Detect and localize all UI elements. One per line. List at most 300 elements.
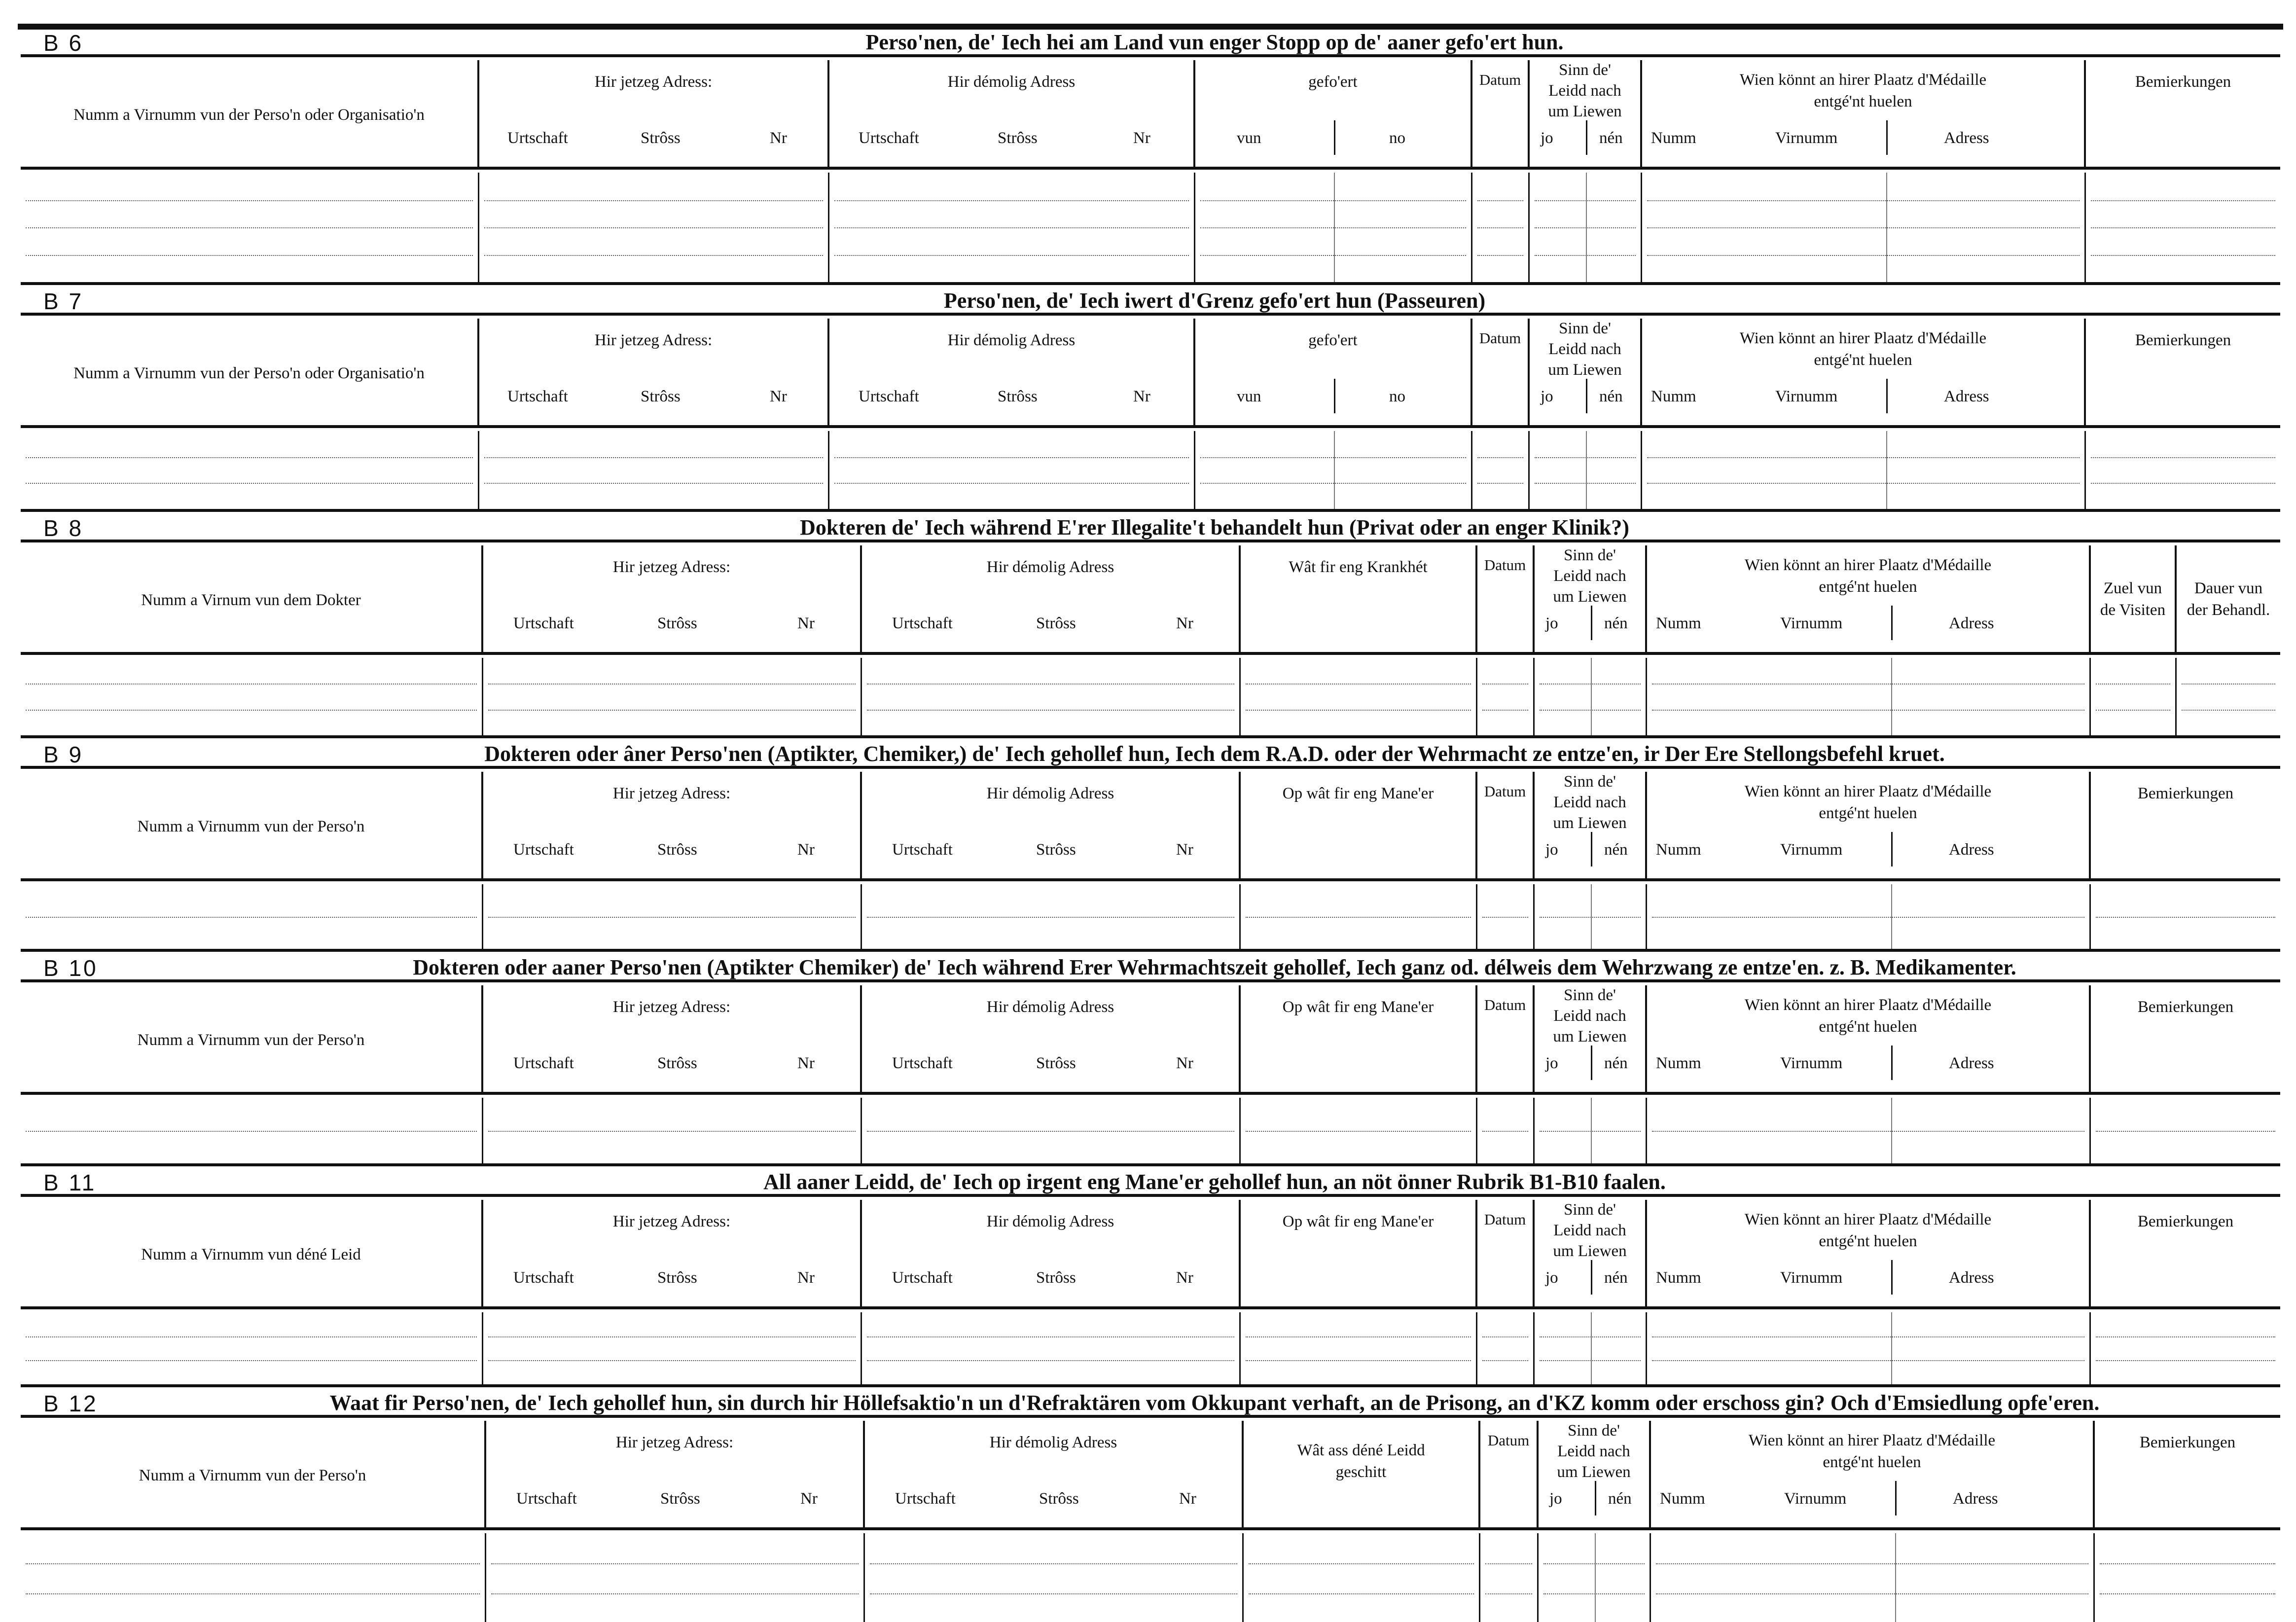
urtschaft-label: Urtschaft xyxy=(892,841,953,859)
name-column-header: Numm a Virnumm vun déné Leid xyxy=(141,1246,361,1263)
entry-cell[interactable] xyxy=(1530,431,1642,509)
dotted-rule xyxy=(867,1131,1234,1132)
dotted-rule xyxy=(491,1563,859,1564)
current-address-header: Hir jetzeg Adress: xyxy=(612,998,731,1016)
medal-name-label: Numm xyxy=(1656,841,1701,859)
divider xyxy=(1591,1045,1592,1080)
entry-cell[interactable] xyxy=(1647,658,2091,735)
dotted-rule xyxy=(488,710,856,711)
nr-label: Nr xyxy=(797,614,815,632)
nr-label: Nr xyxy=(1176,1054,1193,1072)
dotted-rule xyxy=(2100,1563,2275,1564)
entry-cell[interactable] xyxy=(1195,431,1472,509)
header-cell xyxy=(1642,319,2086,425)
entry-cell[interactable] xyxy=(862,1098,1241,1163)
dotted-rule xyxy=(1477,227,1523,228)
header-cell xyxy=(862,985,1241,1092)
section-b11 xyxy=(21,1163,2280,1384)
entry-cell[interactable] xyxy=(2091,658,2177,735)
dotted-rule xyxy=(1246,1360,1471,1361)
medal-firstname-label: Virnumm xyxy=(1775,388,1838,405)
header-cell xyxy=(2091,985,2280,1092)
medal-header-2: entgé'nt huelen xyxy=(1819,1232,1917,1250)
split-rule xyxy=(1586,173,1587,282)
urtschaft-label: Urtschaft xyxy=(507,129,568,147)
column-header-row xyxy=(21,1200,2280,1309)
date-header: Datum xyxy=(1484,556,1526,574)
entry-cell[interactable] xyxy=(1647,1098,2091,1163)
alive-header-2: Leidd nach xyxy=(1553,793,1626,811)
header-cell xyxy=(1535,772,1647,878)
dotted-rule xyxy=(26,200,473,201)
alive-header: Sinn de' xyxy=(1564,546,1616,564)
entry-cell[interactable] xyxy=(1647,884,2091,949)
entry-cell[interactable] xyxy=(1530,173,1642,282)
entry-cell[interactable] xyxy=(1480,1533,1539,1622)
medal-header-2: entgé'nt huelen xyxy=(1814,351,1912,369)
dotted-rule xyxy=(870,1593,1237,1594)
dotted-rule xyxy=(2096,684,2170,685)
header-cell xyxy=(21,772,483,878)
entry-cell[interactable] xyxy=(1539,1533,1651,1622)
urtschaft-label: Urtschaft xyxy=(859,129,919,147)
remarks-header: Bemierkungen xyxy=(2137,785,2234,802)
entry-cell[interactable] xyxy=(21,658,483,735)
date-header: Datum xyxy=(1487,1432,1530,1449)
entry-cell[interactable] xyxy=(862,1312,1241,1384)
entry-cell[interactable] xyxy=(1195,173,1472,282)
column-header-row xyxy=(21,545,2280,655)
what-happened-header-2: geschitt xyxy=(1335,1463,1387,1481)
urtschaft-label: Urtschaft xyxy=(895,1490,956,1508)
date-header: Datum xyxy=(1479,71,1521,88)
nr-label: Nr xyxy=(1176,614,1193,632)
yes-label: jo xyxy=(1545,841,1558,859)
alive-header-3: um Liewen xyxy=(1553,814,1627,832)
nr-label: Nr xyxy=(1133,388,1150,405)
from-label: vun xyxy=(1237,129,1261,147)
what-happened-header: Wât ass déné Leidd xyxy=(1297,1442,1425,1459)
entry-cell[interactable] xyxy=(479,173,829,282)
entry-cell[interactable] xyxy=(2091,1098,2280,1163)
alive-header-3: um Liewen xyxy=(1553,588,1627,606)
alive-header: Sinn de' xyxy=(1564,773,1616,791)
from-label: vun xyxy=(1237,388,1261,405)
header-cell xyxy=(1477,1200,1535,1306)
entry-cell[interactable] xyxy=(1244,1533,1480,1622)
current-address-header: Hir jetzeg Adress: xyxy=(594,331,713,349)
nr-label: Nr xyxy=(797,1269,815,1287)
alive-header: Sinn de' xyxy=(1564,986,1616,1004)
section-title: All aaner Leidd, de' Iech op irgent eng Mane'er gehollef hun, an nöt önner Rubrik B1-B10 faalen. xyxy=(763,1170,1666,1194)
dotted-rule xyxy=(1656,1593,2088,1594)
medal-address-label: Adress xyxy=(1953,1490,1998,1508)
entry-cell[interactable] xyxy=(1241,1098,1477,1163)
entry-cell[interactable] xyxy=(1477,1098,1535,1163)
entry-cell[interactable] xyxy=(483,1098,862,1163)
section-code: B 6 xyxy=(43,30,84,56)
dotted-rule xyxy=(2091,483,2275,484)
dotted-rule xyxy=(2100,1593,2275,1594)
medal-address-label: Adress xyxy=(1944,388,1989,405)
entry-cell[interactable] xyxy=(486,1533,865,1622)
entry-area[interactable] xyxy=(21,884,2280,949)
header-cell xyxy=(479,60,829,167)
medal-header: Wien könnt an hirer Plaatz d'Médaille xyxy=(1748,1432,1996,1449)
dotted-rule xyxy=(2096,1360,2275,1361)
header-cell xyxy=(483,985,862,1092)
survey-form xyxy=(18,24,2283,1508)
entry-cell[interactable] xyxy=(1472,173,1530,282)
dotted-rule xyxy=(26,483,473,484)
section-code: B 10 xyxy=(43,955,98,981)
dotted-rule xyxy=(1535,200,1636,201)
stross-label: Strôss xyxy=(998,129,1038,147)
header-cell xyxy=(1241,1200,1477,1306)
nr-label: Nr xyxy=(797,1054,815,1072)
divider xyxy=(1334,120,1335,155)
entry-cell[interactable] xyxy=(1477,884,1535,949)
yes-label: jo xyxy=(1545,1269,1558,1287)
header-cell xyxy=(1477,985,1535,1092)
dotted-rule xyxy=(1482,1336,1528,1337)
header-cell xyxy=(1535,985,1647,1092)
date-header: Datum xyxy=(1479,329,1521,347)
manner-header: Op wât fir eng Mane'er xyxy=(1282,1213,1434,1230)
split-rule xyxy=(1891,1098,1892,1163)
duration-header: Dauer vun xyxy=(2194,579,2263,597)
header-cell xyxy=(21,1421,486,1527)
alive-header-2: Leidd nach xyxy=(1553,1222,1626,1239)
no-label: nén xyxy=(1604,614,1628,632)
nr-label: Nr xyxy=(800,1490,818,1508)
divider xyxy=(1591,1260,1592,1295)
header-cell xyxy=(1480,1421,1539,1527)
visits-header-2: de Visiten xyxy=(2100,601,2166,619)
entry-cell[interactable] xyxy=(21,1533,486,1622)
urtschaft-label: Urtschaft xyxy=(513,1054,574,1072)
date-header: Datum xyxy=(1484,1211,1526,1228)
dotted-rule xyxy=(867,710,1234,711)
section-b10 xyxy=(21,949,2280,1163)
alive-header: Sinn de' xyxy=(1559,320,1611,337)
header-cell xyxy=(1195,60,1472,167)
dotted-rule xyxy=(1656,1563,2088,1564)
header-cell xyxy=(1241,545,1477,652)
split-rule xyxy=(1586,431,1587,509)
dotted-rule xyxy=(1652,684,2084,685)
entry-cell[interactable] xyxy=(1477,1312,1535,1384)
dotted-rule xyxy=(834,255,1189,256)
dotted-rule xyxy=(1482,1131,1528,1132)
section-title: Waat fir Perso'nen, de' Iech gehollef hun, sin durch hir Höllefsaktio'n un d'Refraktären vom Okkupant verhaft, an de Prisong, an d'KZ komm oder erschoss gin? Och d'Emsiedlung opfe'eren. xyxy=(329,1391,2100,1415)
dotted-rule xyxy=(491,1593,859,1594)
entry-area[interactable] xyxy=(21,658,2280,735)
section-code: B 7 xyxy=(43,288,84,314)
header-cell xyxy=(1530,60,1642,167)
dotted-rule xyxy=(1200,200,1466,201)
dotted-rule xyxy=(484,255,823,256)
dotted-rule xyxy=(26,457,473,458)
dotted-rule xyxy=(834,200,1189,201)
dotted-rule xyxy=(2091,255,2275,256)
dotted-rule xyxy=(1485,1593,1532,1594)
dotted-rule xyxy=(1543,1593,1645,1594)
entry-cell[interactable] xyxy=(1241,1312,1477,1384)
section-title: Perso'nen, de' Iech iwert d'Grenz gefo'ert hun (Passeuren) xyxy=(943,288,1486,313)
alive-header-3: um Liewen xyxy=(1548,103,1622,120)
section-b6 xyxy=(21,27,2280,282)
no-label: nén xyxy=(1604,1054,1628,1072)
name-column-header: Numm a Virnumm vun der Perso'n xyxy=(139,1467,366,1484)
medal-header: Wien könnt an hirer Plaatz d'Médaille xyxy=(1739,71,1987,89)
header-cell xyxy=(21,545,483,652)
dotted-rule xyxy=(834,227,1189,228)
entry-cell[interactable] xyxy=(1535,1312,1647,1384)
dotted-rule xyxy=(834,483,1189,484)
medal-name-label: Numm xyxy=(1651,388,1696,405)
entry-area[interactable] xyxy=(21,431,2280,509)
header-cell xyxy=(1477,772,1535,878)
medal-name-label: Numm xyxy=(1660,1490,1705,1508)
dotted-rule xyxy=(26,227,473,228)
stross-label: Strôss xyxy=(641,388,681,405)
urtschaft-label: Urtschaft xyxy=(513,614,574,632)
entry-cell[interactable] xyxy=(1642,431,2086,509)
header-cell xyxy=(2086,319,2280,425)
split-rule xyxy=(1895,1533,1896,1622)
header-cell xyxy=(1535,1200,1647,1306)
dotted-rule xyxy=(1647,227,2080,228)
entry-cell[interactable] xyxy=(862,658,1241,735)
entry-cell[interactable] xyxy=(2091,1312,2280,1384)
yes-label: jo xyxy=(1545,1054,1558,1072)
entry-cell[interactable] xyxy=(483,884,862,949)
entry-cell[interactable] xyxy=(1535,884,1647,949)
transported-header: gefo'ert xyxy=(1308,331,1358,349)
header-cell xyxy=(479,319,829,425)
entry-cell[interactable] xyxy=(1472,431,1530,509)
illness-header: Wât fir eng Krankhét xyxy=(1289,558,1428,576)
medal-address-label: Adress xyxy=(1944,129,1989,147)
dotted-rule xyxy=(1540,1131,1641,1132)
split-rule xyxy=(1591,1312,1592,1384)
stross-label: Strôss xyxy=(1036,841,1076,859)
section-code: B 8 xyxy=(43,515,84,541)
header-cell xyxy=(1241,772,1477,878)
dotted-rule xyxy=(1535,457,1636,458)
dotted-rule xyxy=(1652,1336,2084,1337)
section-b8 xyxy=(21,509,2280,735)
entry-area[interactable] xyxy=(21,1098,2280,1163)
medal-firstname-label: Virnumm xyxy=(1780,614,1843,632)
header-cell xyxy=(2086,60,2280,167)
nr-label: Nr xyxy=(770,388,787,405)
entry-cell[interactable] xyxy=(21,1098,483,1163)
old-address-header: Hir démolig Adress xyxy=(986,1213,1114,1230)
divider xyxy=(1891,1260,1893,1295)
section-b9 xyxy=(21,735,2280,949)
entry-cell[interactable] xyxy=(1642,173,2086,282)
manner-header: Op wât fir eng Mane'er xyxy=(1282,998,1434,1016)
split-rule xyxy=(1891,1312,1892,1384)
dotted-rule xyxy=(2091,200,2275,201)
urtschaft-label: Urtschaft xyxy=(892,1269,953,1287)
entry-cell[interactable] xyxy=(21,431,479,509)
manner-header: Op wât fir eng Mane'er xyxy=(1282,785,1434,802)
divider xyxy=(1591,832,1592,866)
dotted-rule xyxy=(1200,483,1466,484)
stross-label: Strôss xyxy=(998,388,1038,405)
header-cell xyxy=(483,1200,862,1306)
no-label: nén xyxy=(1604,841,1628,859)
header-cell xyxy=(21,1200,483,1306)
split-rule xyxy=(1334,173,1335,282)
section-heading xyxy=(21,285,2280,316)
dotted-rule xyxy=(26,255,473,256)
entry-cell[interactable] xyxy=(21,1312,483,1384)
entry-cell[interactable] xyxy=(1535,1098,1647,1163)
dotted-rule xyxy=(26,684,477,685)
entry-cell[interactable] xyxy=(1477,658,1535,735)
entry-cell[interactable] xyxy=(865,1533,1244,1622)
medal-name-label: Numm xyxy=(1656,1269,1701,1287)
dotted-rule xyxy=(1540,684,1641,685)
dotted-rule xyxy=(1535,255,1636,256)
dotted-rule xyxy=(1543,1563,1645,1564)
date-header: Datum xyxy=(1484,783,1526,800)
dotted-rule xyxy=(1485,1563,1532,1564)
dotted-rule xyxy=(1652,917,2084,918)
header-cell xyxy=(2095,1421,2280,1527)
entry-cell[interactable] xyxy=(21,173,479,282)
dotted-rule xyxy=(1200,255,1466,256)
dotted-rule xyxy=(1540,917,1641,918)
divider xyxy=(1586,120,1587,155)
nr-label: Nr xyxy=(1176,1269,1193,1287)
medal-firstname-label: Virnumm xyxy=(1780,1269,1843,1287)
split-rule xyxy=(1591,658,1592,735)
dotted-rule xyxy=(2096,917,2275,918)
alive-header: Sinn de' xyxy=(1559,61,1611,79)
alive-header-3: um Liewen xyxy=(1548,361,1622,379)
name-column-header: Numm a Virnum vun dem Dokter xyxy=(141,591,361,609)
urtschaft-label: Urtschaft xyxy=(892,1054,953,1072)
name-column-header: Numm a Virnumm vun der Perso'n xyxy=(137,818,365,835)
divider xyxy=(1895,1481,1897,1515)
split-rule xyxy=(1886,173,1887,282)
nr-label: Nr xyxy=(1133,129,1150,147)
dotted-rule xyxy=(1249,1593,1474,1594)
entry-cell[interactable] xyxy=(2177,658,2280,735)
header-cell xyxy=(1651,1421,2095,1527)
header-cell xyxy=(1535,545,1647,652)
entry-cell[interactable] xyxy=(1647,1312,2091,1384)
alive-header-3: um Liewen xyxy=(1553,1028,1627,1045)
entry-cell[interactable] xyxy=(479,431,829,509)
medal-header-2: entgé'nt huelen xyxy=(1823,1453,1921,1471)
dotted-rule xyxy=(1482,684,1528,685)
stross-label: Strôss xyxy=(1039,1490,1079,1508)
section-title: Dokteren oder âner Perso'nen (Aptikter, Chemiker,) de' Iech gehollef hun, Iech dem R.A.D. oder der Wehrmacht ze entze'en, ir Der Ere Stellongsbefehl kruet. xyxy=(484,742,1945,766)
dotted-rule xyxy=(26,917,477,918)
header-cell xyxy=(1472,319,1530,425)
dotted-rule xyxy=(1200,227,1466,228)
stross-label: Strôss xyxy=(657,841,697,859)
dotted-rule xyxy=(488,1360,856,1361)
split-rule xyxy=(1891,884,1892,949)
divider xyxy=(1586,379,1587,413)
nr-label: Nr xyxy=(1176,841,1193,859)
section-b12 xyxy=(21,1384,2280,1622)
dotted-rule xyxy=(2091,457,2275,458)
entry-area[interactable] xyxy=(21,1533,2280,1622)
entry-area[interactable] xyxy=(21,173,2280,282)
urtschaft-label: Urtschaft xyxy=(513,841,574,859)
header-cell xyxy=(1244,1421,1480,1527)
remarks-header: Bemierkungen xyxy=(2137,1213,2234,1230)
entry-cell[interactable] xyxy=(829,173,1195,282)
section-code: B 11 xyxy=(43,1170,97,1195)
urtschaft-label: Urtschaft xyxy=(516,1490,577,1508)
entry-cell[interactable] xyxy=(2091,884,2280,949)
entry-cell[interactable] xyxy=(1535,658,1647,735)
dotted-rule xyxy=(2096,1336,2275,1337)
dotted-rule xyxy=(1246,1336,1471,1337)
dotted-rule xyxy=(1477,457,1523,458)
medal-address-label: Adress xyxy=(1949,1054,1994,1072)
entry-cell[interactable] xyxy=(1651,1533,2095,1622)
header-cell xyxy=(1647,985,2091,1092)
stross-label: Strôss xyxy=(657,1269,697,1287)
entry-cell[interactable] xyxy=(483,658,862,735)
entry-cell[interactable] xyxy=(2086,431,2280,509)
column-header-row xyxy=(21,1421,2280,1530)
to-label: no xyxy=(1389,388,1405,405)
entry-cell[interactable] xyxy=(2095,1533,2280,1622)
dotted-rule xyxy=(1647,200,2080,201)
header-cell xyxy=(483,545,862,652)
duration-header-2: der Behandl. xyxy=(2187,601,2270,619)
entry-cell[interactable] xyxy=(21,884,483,949)
medal-address-label: Adress xyxy=(1949,1269,1994,1287)
entry-area[interactable] xyxy=(21,1312,2280,1384)
header-cell xyxy=(1539,1421,1651,1527)
dotted-rule xyxy=(26,1563,480,1564)
entry-cell[interactable] xyxy=(862,884,1241,949)
split-rule xyxy=(1886,431,1887,509)
column-header-row xyxy=(21,60,2280,170)
stross-label: Strôss xyxy=(1036,1269,1076,1287)
entry-cell[interactable] xyxy=(829,431,1195,509)
dotted-rule xyxy=(1647,483,2080,484)
dotted-rule xyxy=(1249,1563,1474,1564)
dotted-rule xyxy=(1246,1131,1471,1132)
dotted-rule xyxy=(488,1336,856,1337)
dotted-rule xyxy=(484,483,823,484)
entry-cell[interactable] xyxy=(483,1312,862,1384)
nr-label: Nr xyxy=(1179,1490,1196,1508)
dotted-rule xyxy=(870,1563,1237,1564)
header-cell xyxy=(2091,1200,2280,1306)
dotted-rule xyxy=(1477,200,1523,201)
alive-header-2: Leidd nach xyxy=(1553,1007,1626,1025)
entry-cell[interactable] xyxy=(2086,173,2280,282)
entry-cell[interactable] xyxy=(1241,884,1477,949)
divider xyxy=(1891,606,1893,640)
entry-cell[interactable] xyxy=(1241,658,1477,735)
divider xyxy=(1334,379,1335,413)
